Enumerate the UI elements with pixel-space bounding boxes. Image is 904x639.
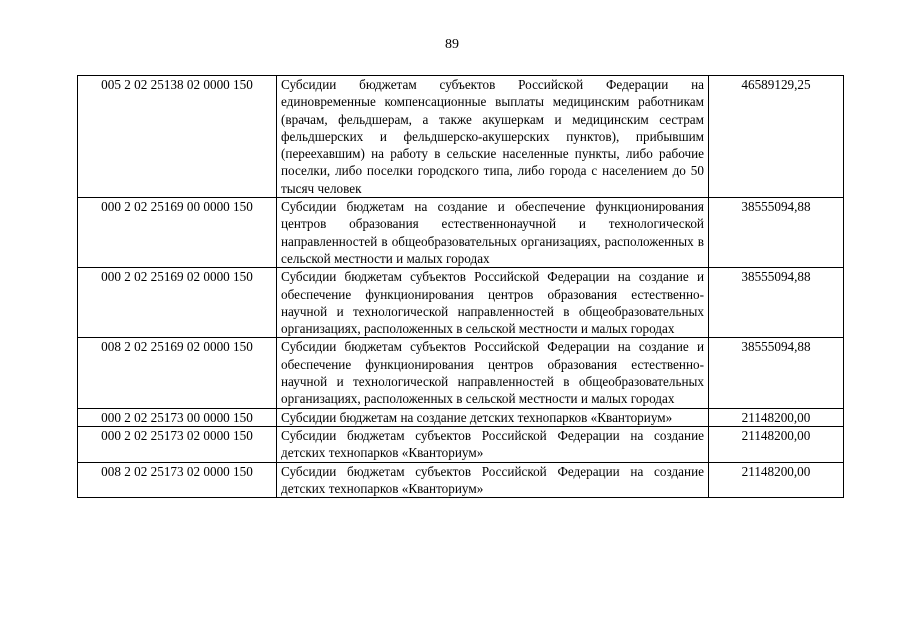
revenue-name-cell: Субсидии бюджетам субъектов Российской Федерации на создание детских технопарков «Кванториум» <box>277 462 709 498</box>
page-number: 89 <box>445 37 459 52</box>
amount-cell: 21148200,00 <box>709 408 844 426</box>
revenue-name-cell: Субсидии бюджетам субъектов Российской Федерации на создание и обеспечение функционирования центров образования естественно-научной и технологической направленностей в общеобразовательных организациях, расположенных в сельской местности и малых городах <box>277 338 709 408</box>
amount-cell: 46589129,25 <box>709 76 844 198</box>
amount-cell: 38555094,88 <box>709 338 844 408</box>
amount-cell: 38555094,88 <box>709 198 844 268</box>
budget-code-cell: 008 2 02 25169 02 0000 150 <box>78 338 277 408</box>
revenue-name-cell: Субсидии бюджетам субъектов Российской Федерации на единовременные компенсационные выплаты медицинским работникам (врачам, фельдшерам, а также акушеркам и медицинским сестрам фельдшерских и фельдшерско-акушерских пунктов), прибывшим (переехавшим) на работу в сельские населенные пункты, либо рабочие поселки, либо поселки городского типа, либо города с населением до 50 тысяч человек <box>277 76 709 198</box>
revenue-name-cell: Субсидии бюджетам на создание детских технопарков «Кванториум» <box>277 408 709 426</box>
budget-code-cell: 000 2 02 25169 02 0000 150 <box>78 268 277 338</box>
amount-cell: 38555094,88 <box>709 268 844 338</box>
budget-code-cell: 005 2 02 25138 02 0000 150 <box>78 76 277 198</box>
table-row <box>78 426 844 462</box>
table-row <box>78 198 844 268</box>
budget-code-cell: 008 2 02 25173 02 0000 150 <box>78 462 277 498</box>
revenue-name-cell: Субсидии бюджетам субъектов Российской Федерации на создание детских технопарков «Кванториум» <box>277 426 709 462</box>
amount-cell: 21148200,00 <box>709 462 844 498</box>
table-row <box>78 76 844 198</box>
revenue-name-cell: Субсидии бюджетам на создание и обеспечение функционирования центров образования естественнонаучной и технологической направленностей в общеобразовательных организациях, расположенных в сельской местности и малых городах <box>277 198 709 268</box>
table-row <box>78 408 844 426</box>
table-row <box>78 462 844 498</box>
amount-cell: 21148200,00 <box>709 426 844 462</box>
budget-code-cell: 000 2 02 25173 02 0000 150 <box>78 426 277 462</box>
budget-code-cell: 000 2 02 25173 00 0000 150 <box>78 408 277 426</box>
table-row <box>78 338 844 408</box>
budget-code-cell: 000 2 02 25169 00 0000 150 <box>78 198 277 268</box>
revenue-name-cell: Субсидии бюджетам субъектов Российской Федерации на создание и обеспечение функционирования центров образования естественно-научной и технологической направленностей в общеобразовательных организациях, расположенных в сельской местности и малых городах <box>277 268 709 338</box>
budget-revenue-table <box>77 75 844 498</box>
table-row <box>78 268 844 338</box>
